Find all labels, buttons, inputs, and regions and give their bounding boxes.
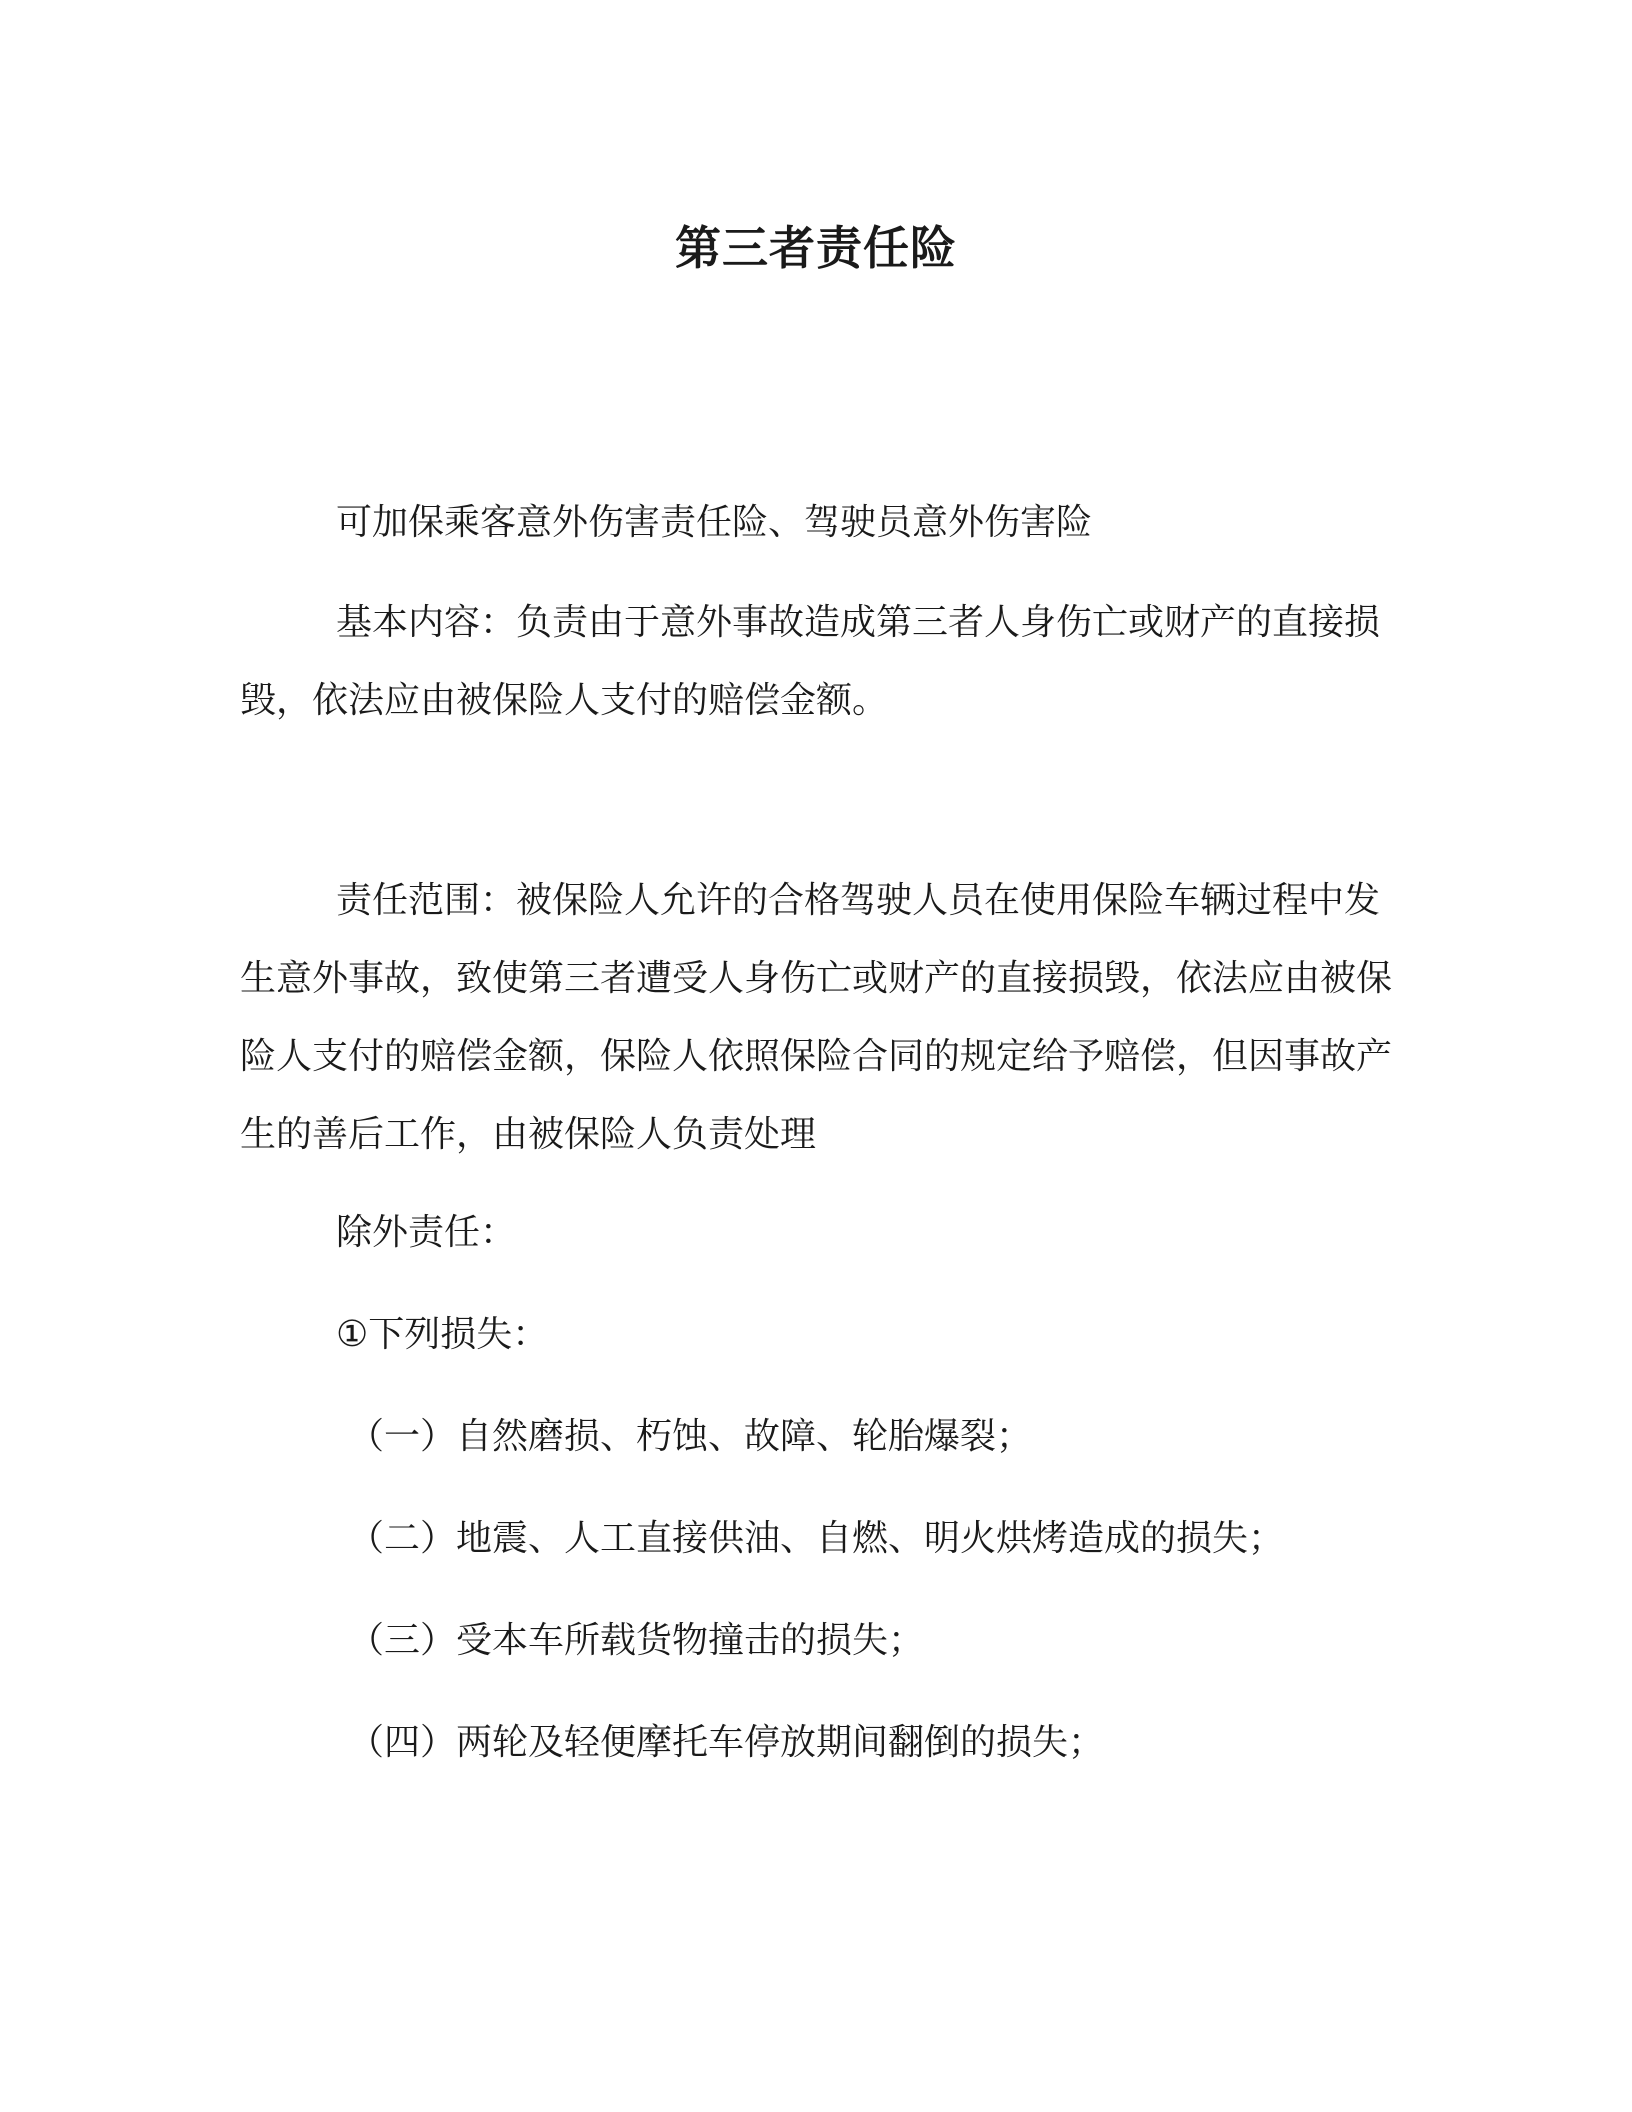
exclusion-item-1: （一）自然磨损、朽蚀、故障、轮胎爆裂； bbox=[348, 1416, 1033, 1457]
exclusion-item-3: （三）受本车所载货物撞击的损失； bbox=[348, 1620, 925, 1661]
document-title: 第三者责任险 bbox=[675, 221, 957, 275]
basic-content-paragraph: 基本内容：负责由于意外事故造成第三者人身伤亡或财产的直接损毁，依法应由被保险人支付的赔偿金额。 bbox=[240, 602, 1381, 721]
liability-scope-paragraph: 责任范围：被保险人允许的合格驾驶人员在使用保险车辆过程中发生意外事故，致使第三者遭受人身伤亡或财产的直接损毁，依法应由被保险人支付的赔偿金额，保险人依照保险合同的规定给予赔偿，但因事故产生的善后工作，由被保险人负责处理 bbox=[240, 880, 1393, 1155]
optional-coverage-paragraph: 可加保乘客意外伤害责任险、驾驶员意外伤害险 bbox=[336, 502, 1093, 543]
exclusion-item-2: （二）地震、人工直接供油、自燃、明火烘烤造成的损失； bbox=[348, 1518, 1285, 1559]
losses-heading: ①下列损失： bbox=[336, 1314, 549, 1355]
exclusions-heading: 除外责任： bbox=[336, 1212, 517, 1253]
exclusion-item-4: （四）两轮及轻便摩托车停放期间翻倒的损失； bbox=[348, 1722, 1105, 1763]
